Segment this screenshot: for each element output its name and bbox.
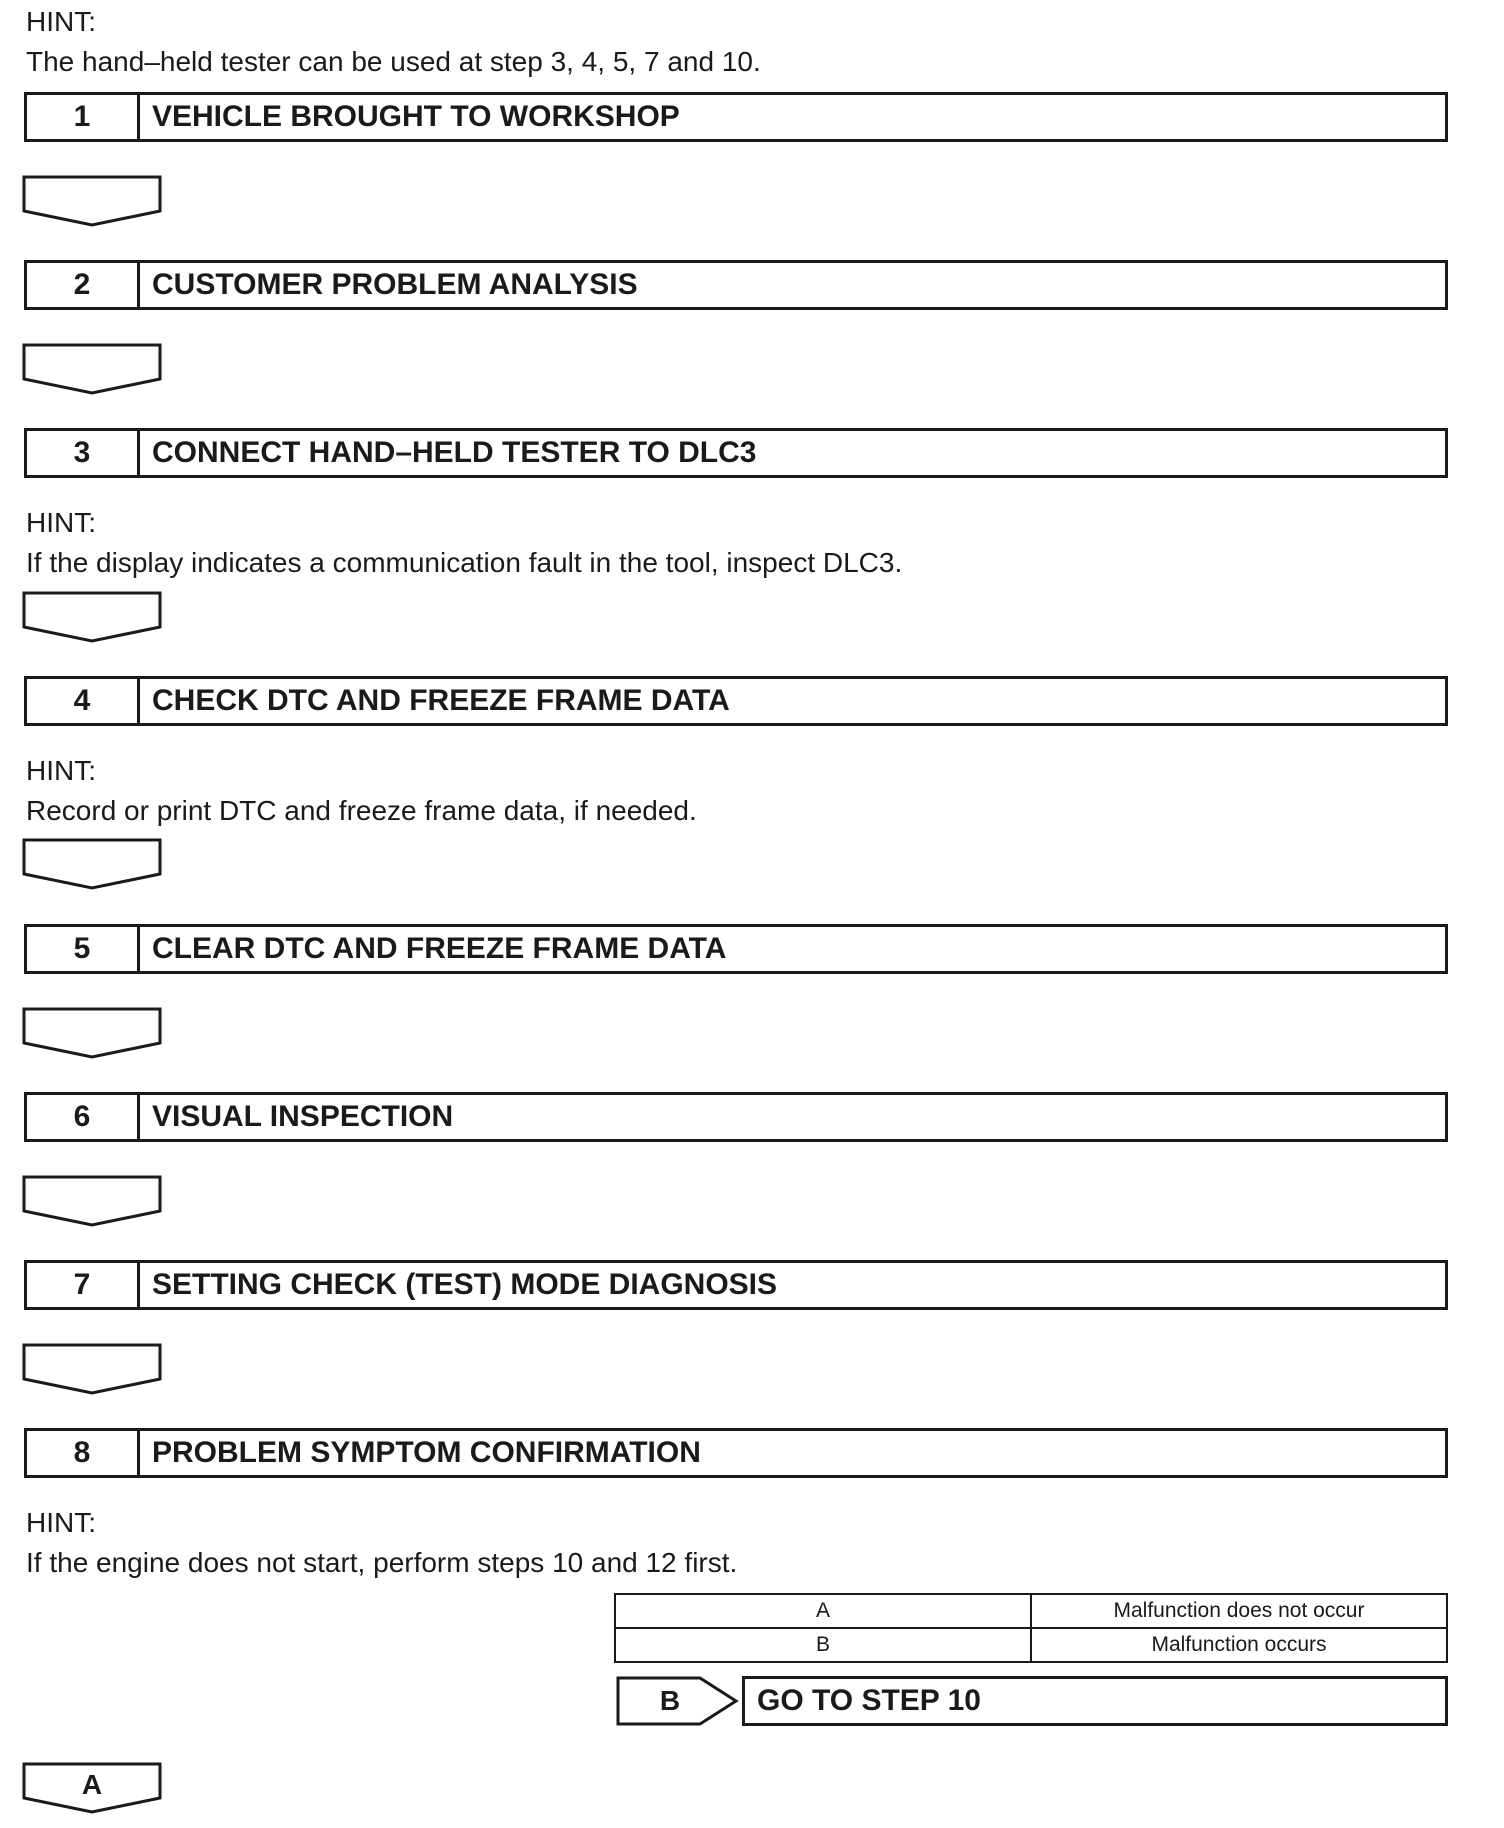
table-row <box>615 1594 1447 1628</box>
flow-arrow-icon <box>22 1007 162 1059</box>
step-title: PROBLEM SYMPTOM CONFIRMATION <box>152 1436 701 1469</box>
step-title: CHECK DTC AND FREEZE FRAME DATA <box>152 684 730 717</box>
flow-arrow-icon <box>22 591 162 643</box>
hint-text: The hand–held tester can be used at step 3, 4, 5, 7 and 10. <box>26 46 761 77</box>
result-description: Malfunction occurs <box>1031 1628 1447 1662</box>
hint-label: HINT: <box>26 1507 96 1538</box>
table-row <box>615 1628 1447 1662</box>
step-title: CONNECT HAND–HELD TESTER TO DLC3 <box>152 436 757 469</box>
step-5-box <box>24 924 1448 974</box>
step-title: VISUAL INSPECTION <box>152 1100 454 1133</box>
hint-text: If the display indicates a communication fault in the tool, inspect DLC3. <box>26 547 903 578</box>
hint-label: HINT: <box>26 755 96 786</box>
result-description: Malfunction does not occur <box>1031 1594 1447 1628</box>
step-title: SETTING CHECK (TEST) MODE DIAGNOSIS <box>152 1268 778 1301</box>
result-table <box>614 1593 1448 1663</box>
result-code: A <box>615 1594 1031 1628</box>
step-number: 7 <box>27 1263 140 1307</box>
result-code: B <box>615 1628 1031 1662</box>
branch-code: B <box>659 1685 681 1716</box>
flow-arrow-icon <box>22 838 162 890</box>
step-4-box <box>24 676 1448 726</box>
step-1-box <box>24 92 1448 142</box>
hint-text: If the engine does not start, perform steps 10 and 12 first. <box>26 1547 738 1578</box>
step-number: 6 <box>27 1095 140 1139</box>
hint-label: HINT: <box>26 507 96 538</box>
step-8-box <box>24 1428 1448 1478</box>
step-3-box <box>24 428 1448 478</box>
continue-code: A <box>81 1769 103 1800</box>
flow-arrow-icon <box>22 1343 162 1395</box>
step-7-box <box>24 1260 1448 1310</box>
hint-label: HINT: <box>26 6 96 37</box>
step-2-box <box>24 260 1448 310</box>
step-number: 5 <box>27 927 140 971</box>
hint-text: Record or print DTC and freeze frame data, if needed. <box>26 795 697 826</box>
flow-arrow-icon <box>22 175 162 227</box>
step-number: 4 <box>27 679 140 723</box>
step-title: VEHICLE BROUGHT TO WORKSHOP <box>152 100 680 133</box>
step-number: 8 <box>27 1431 140 1475</box>
flow-arrow-icon <box>22 1175 162 1227</box>
step-6-box <box>24 1092 1448 1142</box>
step-number: 2 <box>27 263 140 307</box>
step-number: 3 <box>27 431 140 475</box>
step-title: CUSTOMER PROBLEM ANALYSIS <box>152 268 638 301</box>
flow-arrow-icon <box>22 343 162 395</box>
step-title: CLEAR DTC AND FREEZE FRAME DATA <box>152 932 727 965</box>
goto-step-box: GO TO STEP 10 <box>742 1676 1448 1726</box>
step-number: 1 <box>27 95 140 139</box>
